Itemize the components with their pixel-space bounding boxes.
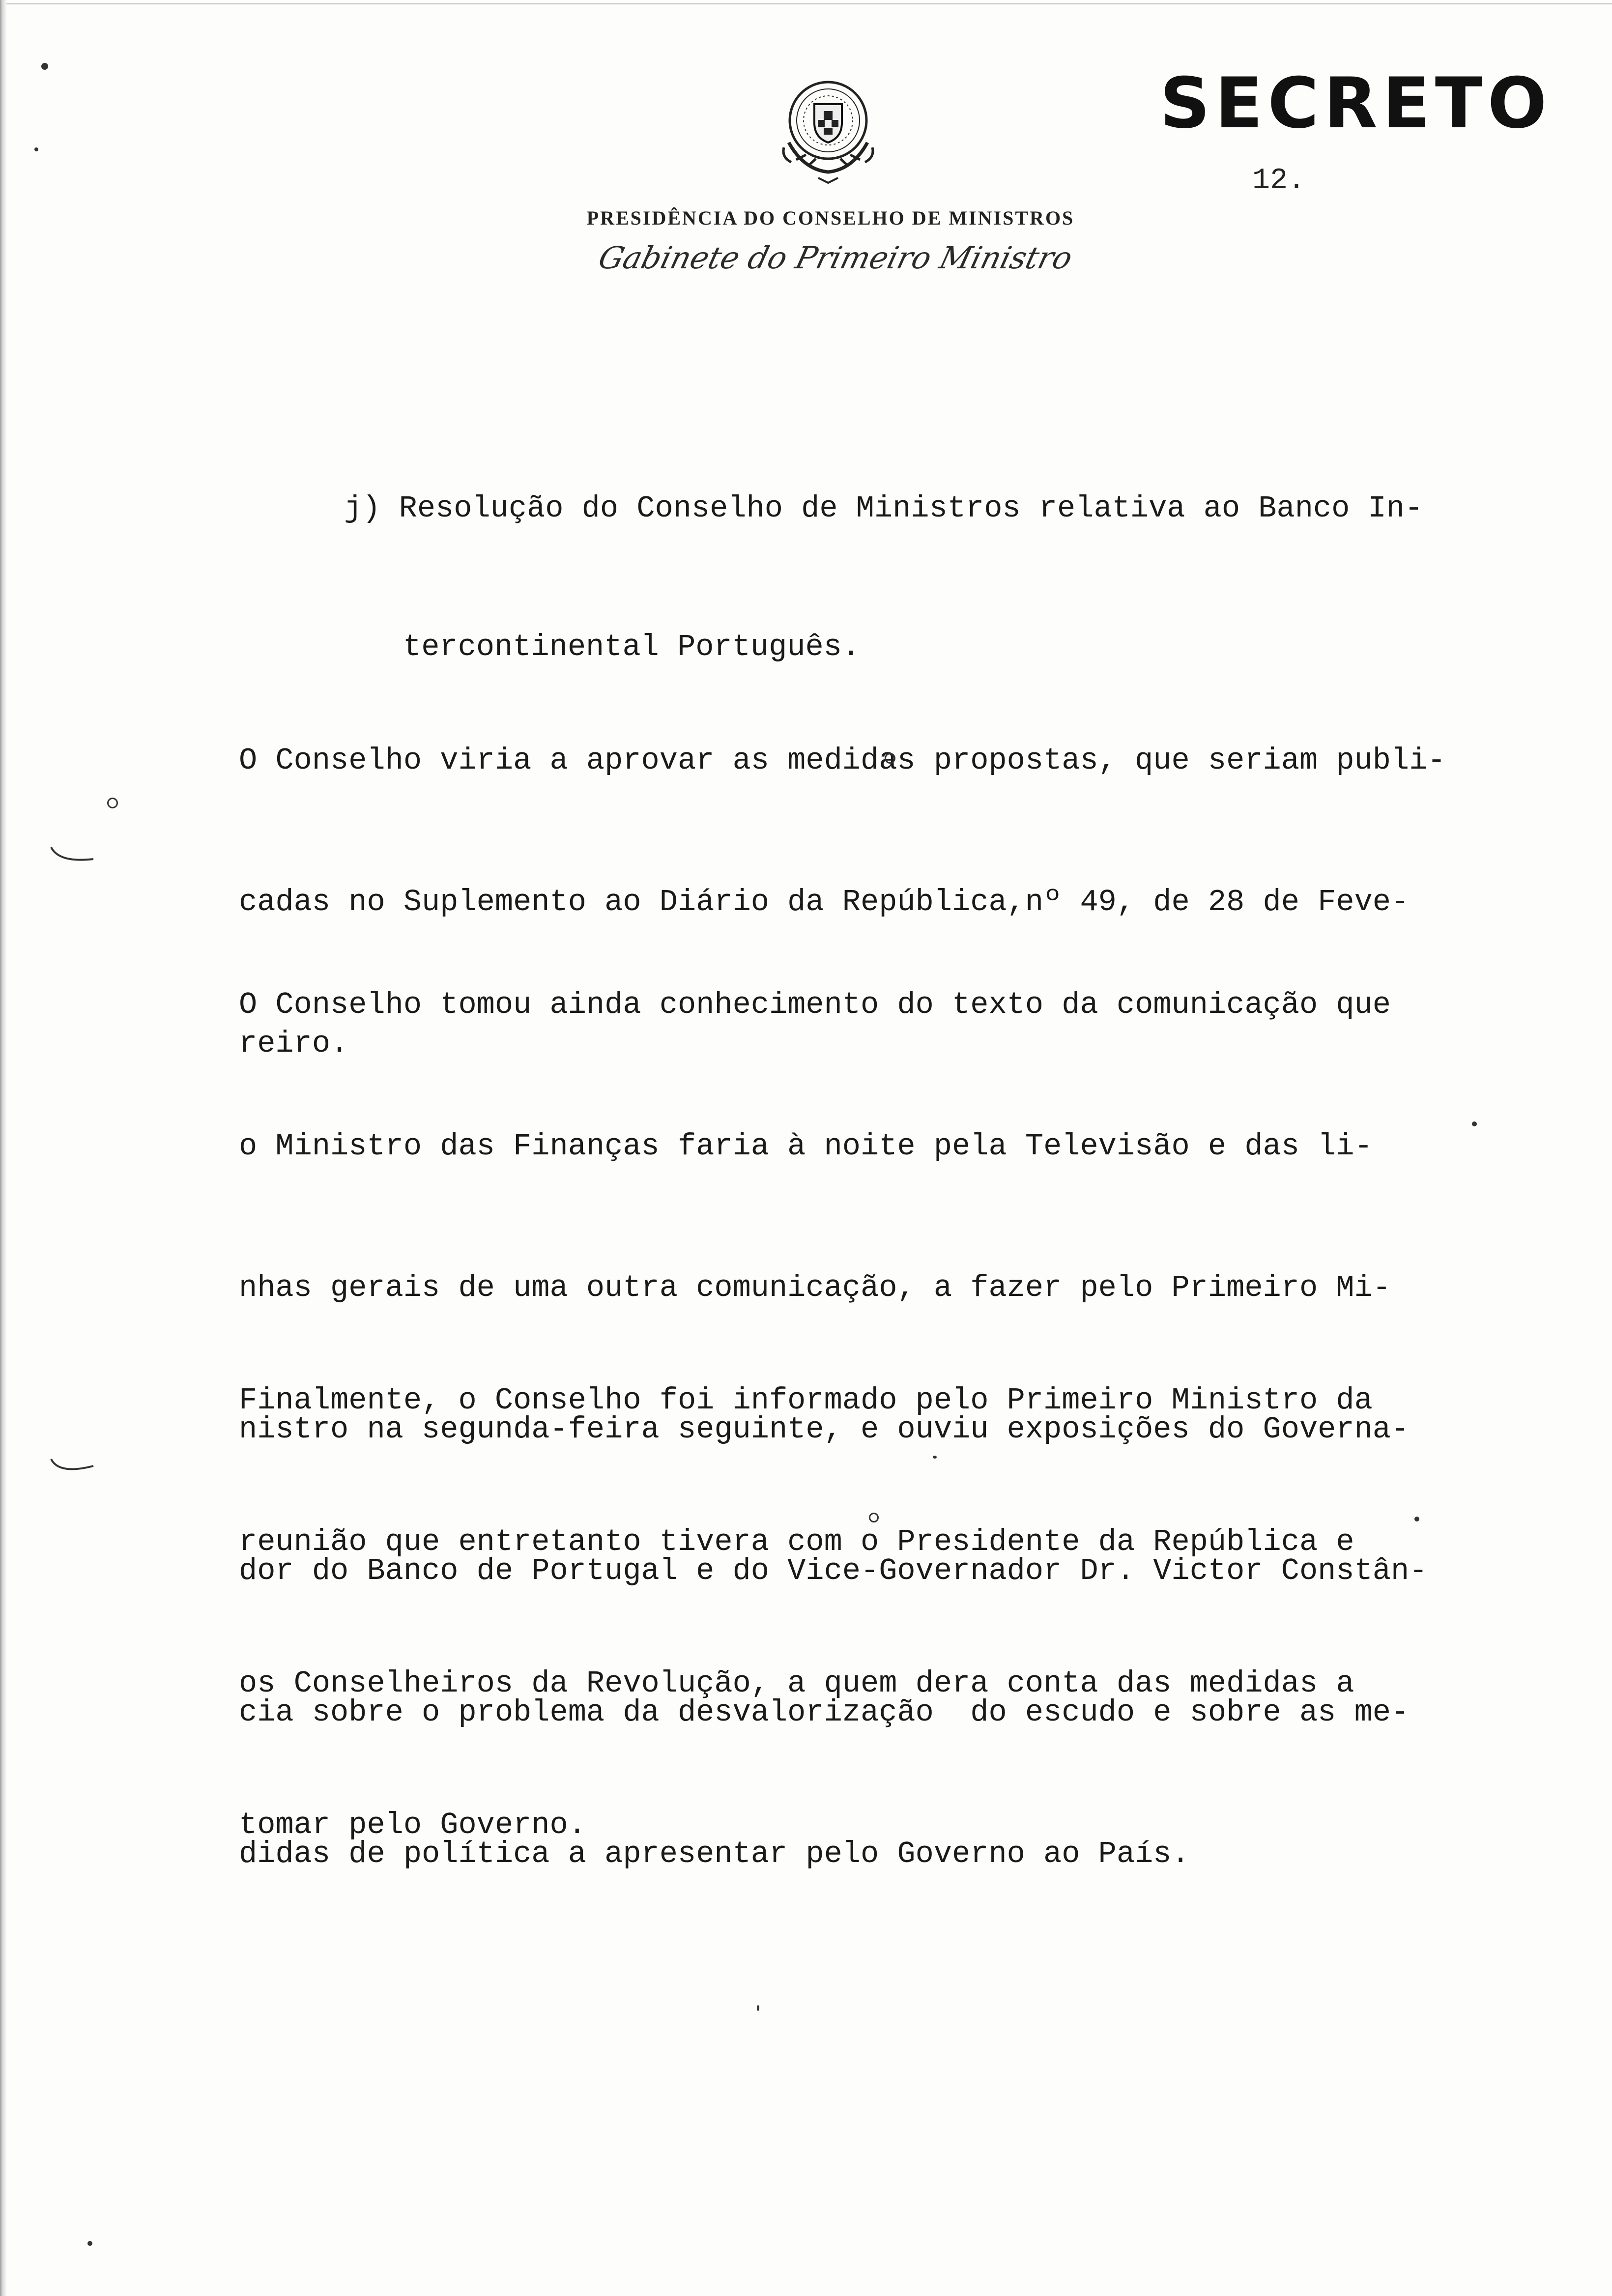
top-edge-rule bbox=[0, 3, 1612, 4]
paragraph-line: reunião que entretanto tivera com o Presidente da República e bbox=[239, 1524, 1354, 1559]
agenda-item-line: tercontinental Português. bbox=[403, 630, 861, 664]
paragraph-line: O Conselho viria a aprovar as medidas propostas, que seriam publi- bbox=[239, 743, 1446, 778]
paragraph-line: O Conselho tomou ainda conhecimento do texto da comunicação que bbox=[239, 987, 1391, 1022]
paragraph-line: cia sobre o problema da desvalorização do escudo e sobre as me- bbox=[239, 1695, 1410, 1730]
scan-left-edge bbox=[0, 0, 7, 2296]
scan-speck bbox=[933, 1456, 937, 1459]
scan-speck bbox=[757, 2005, 759, 2011]
paragraph-line: nhas gerais de uma outra comunicação, a fazer pelo Primeiro Mi- bbox=[239, 1270, 1391, 1305]
classification-stamp: SECRETO bbox=[1160, 63, 1552, 144]
paragraph-line: cadas no Suplemento ao Diário da República,nº 49, de 28 de Feve- bbox=[239, 885, 1410, 919]
cabinet-subtitle: Gabinete do Primeiro Ministro bbox=[595, 240, 1076, 276]
page-number: 12. bbox=[1252, 164, 1306, 198]
paragraph-line: os Conselheiros da Revolução, a quem dera conta das medidas a bbox=[239, 1666, 1354, 1701]
paragraph-line: Finalmente, o Conselho foi informado pelo Primeiro Ministro da bbox=[239, 1383, 1373, 1418]
paragraph-line: didas de política a apresentar pelo Governo ao País. bbox=[239, 1837, 1190, 1871]
agenda-item-line: j) Resolução do Conselho de Ministros relativa ao Banco In- bbox=[344, 491, 1423, 526]
scan-speck bbox=[34, 147, 38, 151]
paragraph-line: nistro na segunda-feira seguinte, e ouviu exposições do Governa- bbox=[239, 1412, 1410, 1447]
coat-of-arms-icon bbox=[769, 69, 887, 187]
scan-mark bbox=[49, 845, 98, 870]
scan-speck bbox=[87, 2241, 92, 2246]
scan-mark bbox=[49, 1457, 98, 1482]
scan-ring bbox=[869, 1513, 879, 1522]
scan-ring bbox=[107, 798, 118, 808]
paragraph-final bbox=[239, 1283, 1373, 1943]
scan-speck bbox=[1472, 1121, 1477, 1126]
scan-ring bbox=[885, 753, 895, 764]
paragraph-line: o Ministro das Finanças faria à noite pela Televisão e das li- bbox=[239, 1129, 1373, 1164]
scan-speck bbox=[41, 63, 48, 70]
paragraph-line: dor do Banco de Portugal e do Vice-Governador Dr. Victor Constân- bbox=[239, 1553, 1428, 1588]
scan-speck bbox=[1414, 1517, 1419, 1521]
office-name: PRESIDÊNCIA DO CONSELHO DE MINISTROS bbox=[586, 207, 1075, 229]
paragraph-line: tomar pelo Governo. bbox=[239, 1808, 586, 1842]
paragraph-line: reiro. bbox=[239, 1026, 349, 1061]
